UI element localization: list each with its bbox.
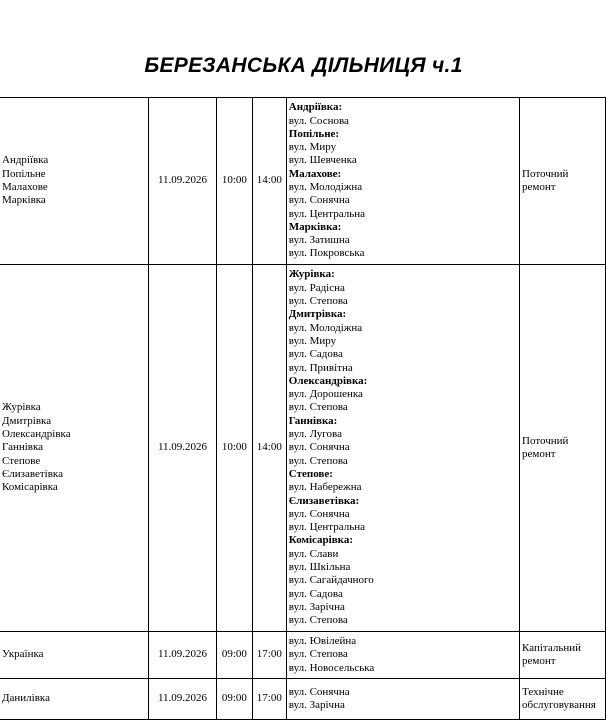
settlement-name: Данилівка xyxy=(2,692,50,705)
settlement-name: Марківка xyxy=(2,194,46,207)
table-row xyxy=(0,632,606,679)
table-row xyxy=(0,265,606,632)
work-type-cell xyxy=(520,679,606,720)
village-heading: Дмитрівка: xyxy=(288,308,347,321)
work-type-text: Технічне xyxy=(522,685,564,698)
date-cell: 11.09.2026 xyxy=(149,265,217,632)
work-type-text: ремонт xyxy=(522,181,556,193)
streets-cell xyxy=(286,98,519,265)
street-name: вул. Шкільна xyxy=(288,561,351,574)
village-heading: Андріївка: xyxy=(288,101,343,114)
village-heading: Журівка: xyxy=(288,268,335,281)
start-time-cell: 09:00 xyxy=(216,679,252,720)
settlements-cell xyxy=(0,265,149,632)
settlement-name: Попільне xyxy=(2,167,46,180)
village-heading: Єлизаветівка: xyxy=(288,494,360,507)
date-cell: 11.09.2026 xyxy=(149,98,217,265)
village-heading: Ганнівка: xyxy=(288,414,338,427)
work-type-text: Капітальний xyxy=(522,641,581,654)
outage-schedule-table xyxy=(0,97,606,720)
start-time-cell: 10:00 xyxy=(216,265,252,632)
end-time-cell: 17:00 xyxy=(252,679,286,720)
work-type-text: ремонт xyxy=(522,448,556,460)
village-heading: Комісарівка: xyxy=(288,534,353,547)
settlement-name: Андріївка xyxy=(2,154,49,167)
street-name: вул. Степова xyxy=(288,454,348,467)
street-name: вул. Новосельська xyxy=(288,661,375,674)
street-name: вул. Лугова xyxy=(288,428,342,441)
street-name: вул. Сонячна xyxy=(288,441,350,454)
settlement-name: Українка xyxy=(2,648,44,661)
street-name: вул. Привітна xyxy=(288,361,353,374)
work-type-text: Поточний xyxy=(522,167,569,180)
street-name: вул. Молодіжна xyxy=(288,321,363,334)
street-name: вул. Ювілейна xyxy=(288,635,357,648)
settlements-cell xyxy=(0,632,149,679)
date-cell: 11.09.2026 xyxy=(149,679,217,720)
street-name: вул. Центральна xyxy=(288,207,365,220)
work-type-text: Поточний xyxy=(522,434,569,447)
street-name: вул. Миру xyxy=(288,141,337,154)
work-type-text: обслуговування xyxy=(522,699,596,711)
street-name: вул. Сонячна xyxy=(288,194,350,207)
street-name: вул. Садова xyxy=(288,587,343,600)
start-time-cell: 09:00 xyxy=(216,632,252,679)
settlement-name: Дмитрівка xyxy=(2,414,52,427)
street-name: вул. Затишна xyxy=(288,234,350,247)
street-name: вул. Степова xyxy=(288,614,348,627)
streets-cell xyxy=(286,265,519,632)
end-time-cell: 14:00 xyxy=(252,98,286,265)
settlement-name: Олександрівка xyxy=(2,428,71,441)
street-name: вул. Соснова xyxy=(288,114,349,127)
street-name: вул. Степова xyxy=(288,648,348,661)
street-name: вул. Сонячна xyxy=(288,507,350,520)
village-heading: Марківка: xyxy=(288,220,342,233)
street-name: вул. Миру xyxy=(288,334,337,347)
street-name: вул. Степова xyxy=(288,295,348,308)
settlement-name: Єлизаветівка xyxy=(2,467,63,480)
street-name: вул. Зарічна xyxy=(288,699,345,711)
street-name: вул. Дорошенка xyxy=(288,388,363,401)
street-name: вул. Сагайдачного xyxy=(288,574,374,587)
work-type-text: ремонт xyxy=(522,655,556,667)
work-type-cell xyxy=(520,632,606,679)
street-name: вул. Садова xyxy=(288,348,343,361)
street-name: вул. Степова xyxy=(288,401,348,414)
street-name: вул. Слави xyxy=(288,547,339,560)
streets-cell xyxy=(286,632,519,679)
street-name: вул. Покровська xyxy=(288,247,365,260)
street-name: вул. Шевченка xyxy=(288,154,357,167)
street-name: вул. Молодіжна xyxy=(288,181,363,193)
settlement-name: Журівка xyxy=(2,401,41,414)
streets-cell xyxy=(286,679,519,720)
table-row xyxy=(0,679,606,720)
village-heading: Попільне: xyxy=(288,127,340,140)
settlement-name: Малахове xyxy=(2,181,48,193)
street-name: вул. Сонячна xyxy=(288,685,350,698)
street-name: вул. Набережна xyxy=(288,481,362,494)
work-type-cell xyxy=(520,98,606,265)
settlement-name: Комісарівка xyxy=(2,481,58,494)
page-title: БЕРЕЗАНСЬКА ДІЛЬНИЦЯ ч.1 xyxy=(144,54,463,77)
settlement-name: Степове xyxy=(2,454,41,467)
village-heading: Степове: xyxy=(288,467,333,480)
street-name: вул. Центральна xyxy=(288,521,365,534)
settlements-cell xyxy=(0,679,149,720)
start-time-cell: 10:00 xyxy=(216,98,252,265)
street-name: вул. Зарічна xyxy=(288,600,345,613)
table-row xyxy=(0,98,606,265)
work-type-cell xyxy=(520,265,606,632)
date-cell: 11.09.2026 xyxy=(149,632,217,679)
end-time-cell: 14:00 xyxy=(252,265,286,632)
village-heading: Олександрівка: xyxy=(288,374,368,387)
settlements-cell xyxy=(0,98,149,265)
street-name: вул. Радісна xyxy=(288,281,345,294)
village-heading: Малахове: xyxy=(288,167,342,180)
end-time-cell: 17:00 xyxy=(252,632,286,679)
settlement-name: Ганнівка xyxy=(2,441,44,454)
